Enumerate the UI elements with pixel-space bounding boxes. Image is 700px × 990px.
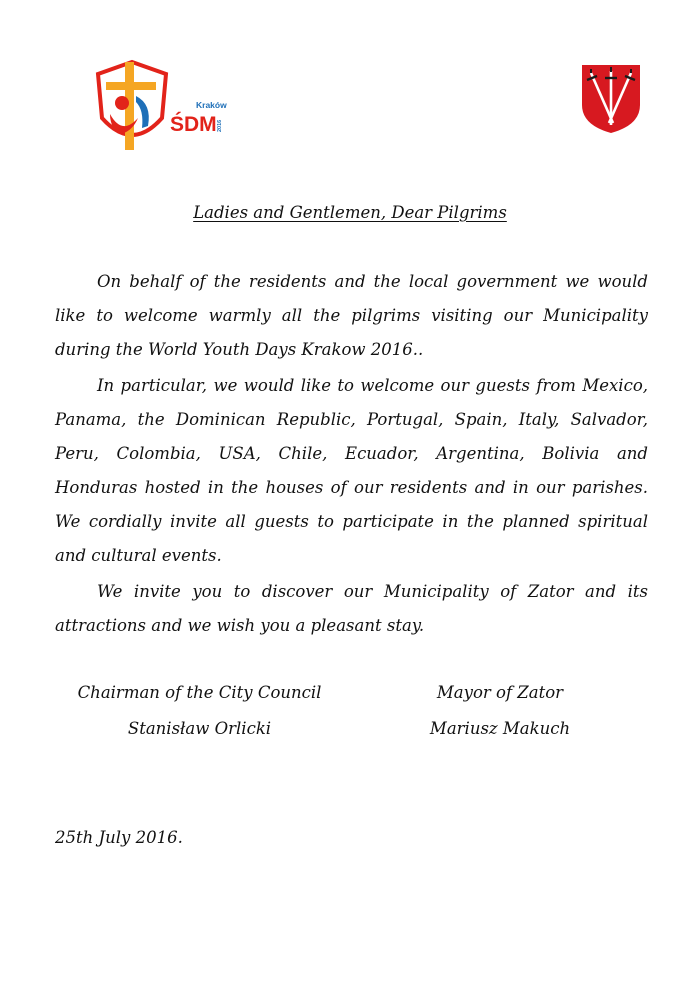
signature-name: Stanisław Orlicki bbox=[127, 719, 272, 738]
signature-name: Mariusz Makuch bbox=[429, 719, 571, 738]
wyd-logo-blue-swoosh bbox=[136, 96, 149, 128]
wyd-logo-main-text: ŚDM bbox=[170, 113, 217, 136]
wyd-krakow-logo bbox=[92, 56, 232, 154]
letter-paragraph-guests: In particular, we would like to welcome our guests from Mexico, Panama, the Dominican Republic, Portugal, Spain, Italy, Salvador, Peru, Colombia, USA, Chile, Ecuador, Argentina, Bolivia and Honduras hosted in the houses of our residents and in our parishes. We cordially invite all guests to participate in the planned spiritual and cultural events. bbox=[55, 376, 648, 565]
wyd-logo-cross-horizontal bbox=[106, 82, 156, 90]
letter-date: 25th July 2016. bbox=[55, 828, 183, 847]
zator-coat-of-arms bbox=[580, 63, 642, 135]
wyd-logo-city-text: Kraków bbox=[196, 100, 227, 110]
wyd-logo-year-text: 2016 bbox=[217, 119, 223, 132]
letter-heading: Ladies and Gentlemen, Dear Pilgrims bbox=[193, 203, 507, 222]
letter-paragraph-invitation: We invite you to discover our Municipality of Zator and its attractions and we wish you a pleasant stay. bbox=[55, 582, 648, 635]
signature-role: Mayor of Zator bbox=[436, 683, 564, 702]
signature-role: Chairman of the City Council bbox=[77, 683, 322, 702]
letter-paragraph-welcome: On behalf of the residents and the local government we would like to welcome warmly all the pilgrims visiting our Municipality during the World Youth Days Krakow 2016.. bbox=[55, 272, 648, 359]
letter-body bbox=[55, 265, 648, 645]
wyd-logo-figure-head bbox=[115, 96, 129, 110]
